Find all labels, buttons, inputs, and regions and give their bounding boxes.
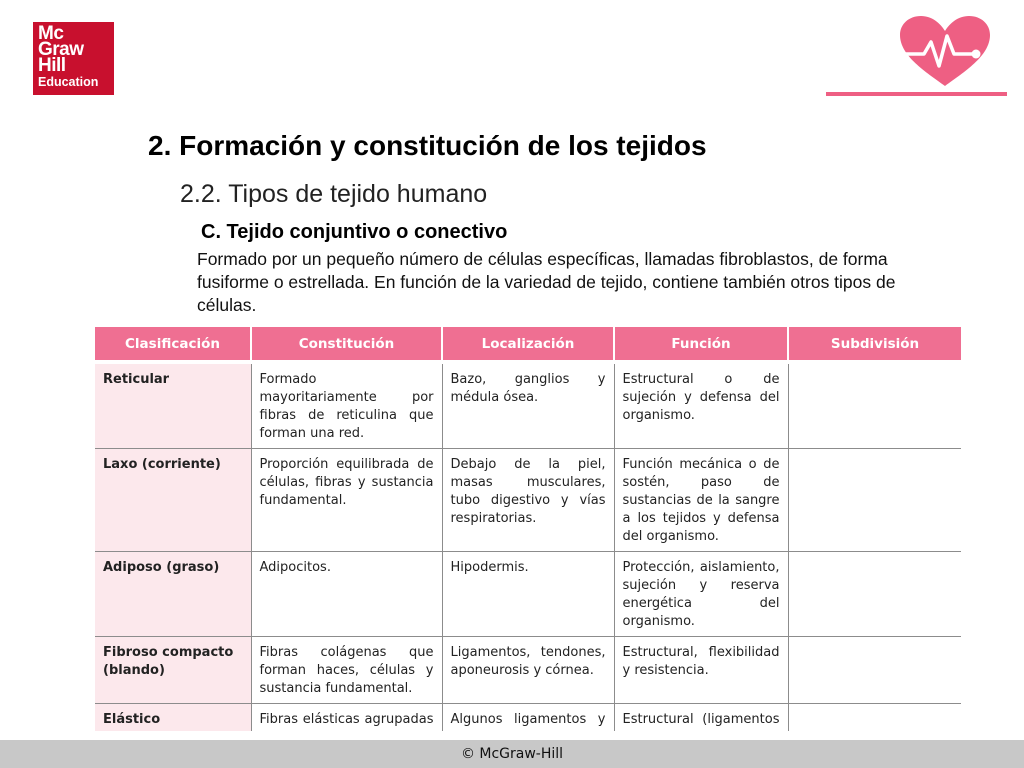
slide-subtitle: 2.2. Tipos de tejido humano	[180, 180, 488, 208]
row-funcion: Estructural (ligamentos	[614, 704, 788, 732]
logo-line-2: Graw	[38, 39, 84, 60]
section-heading: C. Tejido conjuntivo o conectivo	[201, 221, 508, 243]
table-row	[95, 704, 961, 732]
heart-pulse-icon	[896, 14, 994, 88]
row-localizacion: Debajo de la piel, masas musculares, tubo digestivo y vías respiratorias.	[442, 449, 614, 552]
description-paragraph: Formado por un pequeño número de células específicas, llamadas fibroblastos, de forma fusiforme o estrellada. En función de la variedad de tejido, contiene también otros tipos de células.	[197, 249, 896, 315]
header-constitucion: Constitución	[251, 327, 442, 360]
row-subdivision	[788, 704, 961, 732]
table-row	[95, 552, 961, 637]
header-subdivision: Subdivisión	[788, 327, 961, 360]
row-subdivision	[788, 552, 961, 637]
row-subdivision	[788, 637, 961, 704]
row-clasificacion: Adiposo (graso)	[95, 552, 251, 637]
logo-line-3: Hill	[38, 55, 66, 76]
row-clasificacion: Elástico	[95, 704, 251, 732]
row-localizacion: Ligamentos, tendones, aponeurosis y córnea.	[442, 637, 614, 704]
row-localizacion: Bazo, ganglios y médula ósea.	[442, 364, 614, 449]
table-row	[95, 637, 961, 704]
header-localizacion: Localización	[442, 327, 614, 360]
row-clasificacion: Reticular	[95, 364, 251, 449]
header-clasificacion: Clasificación	[95, 327, 251, 360]
row-constitucion: Adipocitos.	[251, 552, 442, 637]
tissue-table	[95, 327, 961, 731]
row-localizacion: Algunos ligamentos y	[442, 704, 614, 732]
row-funcion: Protección, aislamiento, sujeción y reserva energética del organismo.	[614, 552, 788, 637]
row-clasificacion: Laxo (corriente)	[95, 449, 251, 552]
row-constitucion: Proporción equilibrada de células, fibras y sustancia fundamental.	[251, 449, 442, 552]
row-constitucion: Fibras elásticas agrupadas	[251, 704, 442, 732]
row-funcion: Estructural, flexibilidad y resistencia.	[614, 637, 788, 704]
row-subdivision	[788, 364, 961, 449]
row-constitucion: Fibras colágenas que forman haces, células y sustancia fundamental.	[251, 637, 442, 704]
row-subdivision	[788, 449, 961, 552]
table-row	[95, 364, 961, 449]
slide-title: 2. Formación y constitución de los tejidos	[148, 130, 707, 161]
logo-line-1: Mc	[38, 23, 64, 44]
mcgraw-hill-logo	[33, 22, 114, 95]
header-funcion: Función	[614, 327, 788, 360]
table-header-row	[95, 327, 961, 360]
header-divider	[826, 92, 1007, 96]
table-row	[95, 449, 961, 552]
logo-line-4: Education	[38, 75, 99, 89]
row-funcion: Estructural o de sujeción y defensa del organismo.	[614, 364, 788, 449]
footer-copyright: © McGraw-Hill	[0, 740, 1024, 768]
row-constitucion: Formado mayoritariamente por fibras de reticulina que forman una red.	[251, 364, 442, 449]
row-clasificacion: Fibroso compacto (blando)	[95, 637, 251, 704]
row-funcion: Función mecánica o de sostén, paso de sustancias de la sangre a los tejidos y defensa del organismo.	[614, 449, 788, 552]
row-localizacion: Hipodermis.	[442, 552, 614, 637]
